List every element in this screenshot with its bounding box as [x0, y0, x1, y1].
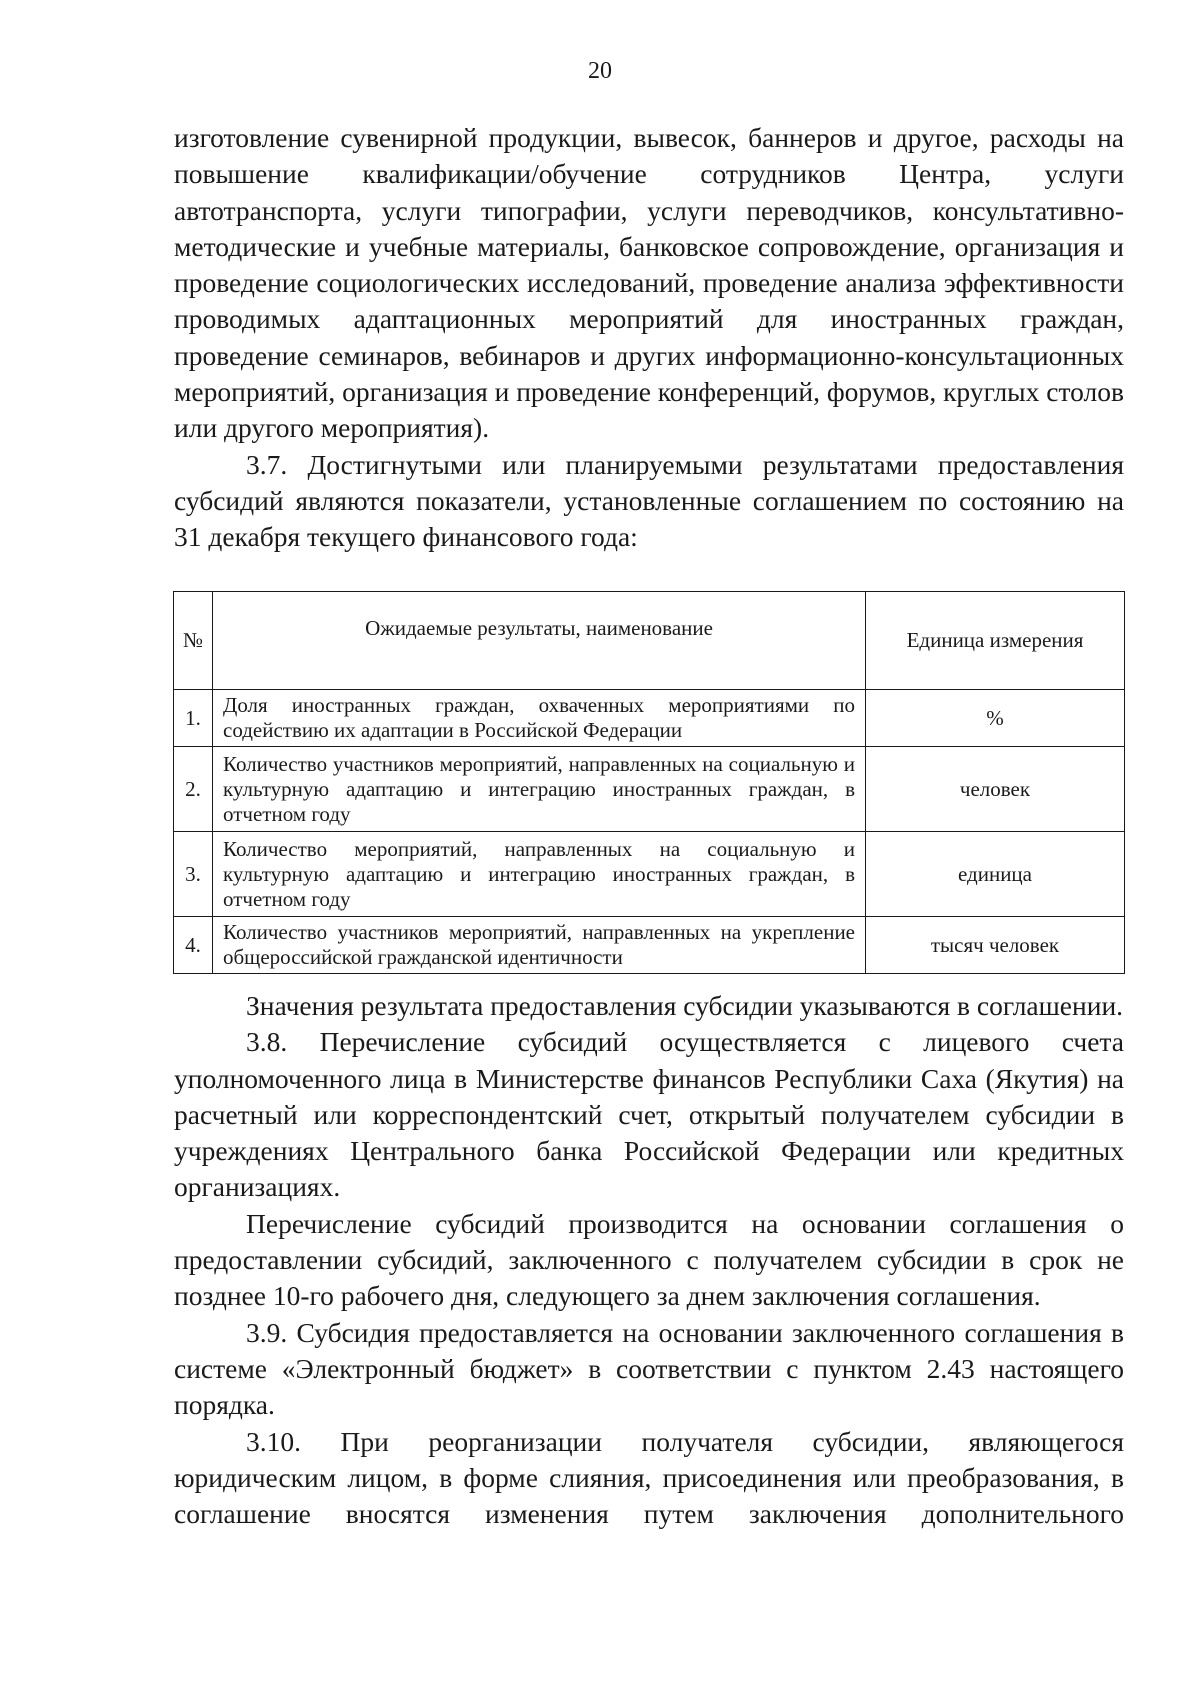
paragraph-3-10: 3.10. При реорганизации получателя субсидии, являющегося юридическим лицом, в форме слияния, присоединения или преобразования, в соглашение вносятся изменения путем заключения дополнительного: [174, 1425, 1124, 1530]
table-row: [174, 917, 1125, 974]
row-name: Доля иностранных граждан, охваченных мероприятиями по содействию их адаптации в Российской Федерации: [213, 690, 866, 747]
row-number: 3.: [174, 832, 213, 917]
row-name: Количество участников мероприятий, направленных на социальную и культурную адаптацию и интеграцию иностранных граждан, в отчетном году: [213, 747, 866, 832]
text-block-top: [174, 120, 1124, 556]
row-number: 2.: [174, 747, 213, 832]
header-name: Ожидаемые результаты, наименование: [213, 592, 866, 690]
page-number: 20: [588, 58, 612, 84]
table-row: [174, 690, 1125, 747]
header-number: №: [174, 592, 213, 690]
row-number: 1.: [174, 690, 213, 747]
paragraph-3-8: 3.8. Перечисление субсидий осуществляется с лицевого счета уполномоченного лица в Министерстве финансов Республики Саха (Якутия) на расчетный или корреспондентский счет, открытый получателем субсидии в учреждениях Центрального банка Российской Федерации или кредитных организациях.: [174, 1026, 1124, 1203]
row-unit: единица: [866, 832, 1125, 917]
row-name: Количество мероприятий, направленных на социальную и культурную адаптацию и интеграцию иностранных граждан, в отчетном году: [213, 832, 866, 917]
paragraph-result-values: Значения результата предоставления субсидии указываются в соглашении.: [246, 990, 1124, 1021]
paragraph-transfer: Перечисление субсидий производится на основании соглашения о предоставлении субсидий, заключенного с получателем субсидии в срок не позднее 10-го рабочего дня, следующего за днем заключения соглашения.: [174, 1207, 1124, 1312]
table-row: [174, 832, 1125, 917]
results-table: [173, 591, 1125, 974]
row-unit: человек: [866, 747, 1125, 832]
text-block-bottom: [174, 988, 1124, 1532]
row-unit: тысяч человек: [866, 917, 1125, 974]
row-number: 4.: [174, 917, 213, 974]
table-row: [174, 747, 1125, 832]
table-header-row: [174, 592, 1125, 690]
paragraph-3-7: 3.7. Достигнутыми или планируемыми результатами предоставления субсидий являются показатели, установленные соглашением по состоянию на 31 декабря текущего финансового года:: [174, 448, 1124, 553]
row-unit: %: [866, 690, 1125, 747]
paragraph-3-9: 3.9. Субсидия предоставляется на основании заключенного соглашения в системе «Электронный бюджет» в соответствии с пунктом 2.43 настоящего порядка.: [174, 1316, 1124, 1421]
header-unit: Единица измерения: [866, 592, 1125, 690]
row-name: Количество участников мероприятий, направленных на укрепление общероссийской гражданской идентичности: [213, 917, 866, 974]
paragraph-expenses-continued: изготовление сувенирной продукции, вывесок, баннеров и другое, расходы на повышение квалификации/обучение сотрудников Центра, услуги автотранспорта, услуги типографии, услуги переводчиков, консультативно-методические и учебные материалы, банковское сопровождение, организация и проведение социологических исследований, проведение анализа эффективности проводимых адаптационных мероприятий для иностранных граждан, проведение семинаров, вебинаров и других информационно-консультационных мероприятий, организация и проведение конференций, форумов, круглых столов или другого мероприятия).: [174, 122, 1124, 444]
